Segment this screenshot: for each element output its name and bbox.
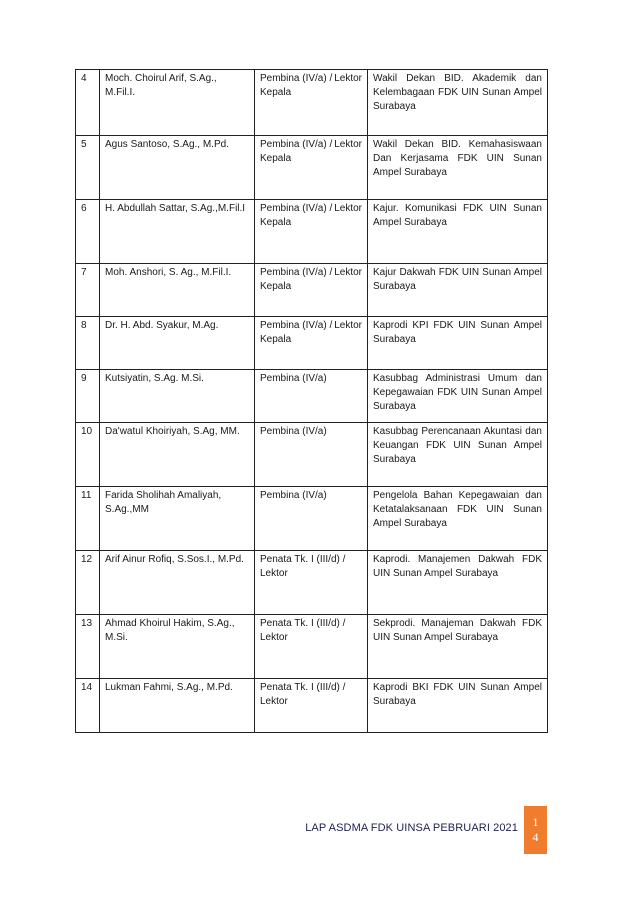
cell-pangkat [255,200,368,264]
cell-pangkat [255,487,368,551]
pangkat-text: Pembina (IV/a) [260,426,327,437]
footer-report-title: LAP ASDMA FDK UINSA PEBRUARI 2021 [305,822,518,834]
cell-jabatan: Kaprodi. Manajemen Dakwah FDK UIN Sunan Ampel Surabaya [368,551,548,615]
cell-no: 11 [76,487,100,551]
page-number-digit-2: 4 [532,830,539,844]
cell-no: 9 [76,370,100,423]
table-row [76,487,548,551]
cell-nama: Arif Ainur Rofiq, S.Sos.I., M.Pd. [100,551,255,615]
table-row [76,136,548,200]
cell-no: 6 [76,200,100,264]
cell-no: 14 [76,679,100,733]
cell-jabatan: Kasubbag Administrasi Umum dan Kepegawaian FDK UIN Sunan Ampel Surabaya [368,370,548,423]
page-number-digit-1: 1 [532,815,539,829]
cell-nama: Moh. Anshori, S. Ag., M.Fil.I. [100,264,255,317]
pangkat-jabatan-fungsional-cont: Kepala [260,334,292,345]
table-row [76,370,548,423]
cell-pangkat [255,551,368,615]
pangkat-text: Penata Tk. I (III/d) / Lektor [260,618,346,643]
cell-jabatan: Wakil Dekan BID. Kemahasiswaan Dan Kerjasama FDK UIN Sunan Ampel Surabaya [368,136,548,200]
cell-jabatan: Sekprodi. Manajeman Dakwah FDK UIN Sunan Ampel Surabaya [368,615,548,679]
pangkat-golongan: Pembina (IV/a) / [260,203,333,214]
table-row [76,317,548,370]
cell-jabatan: Kajur Dakwah FDK UIN Sunan Ampel Surabaya [368,264,548,317]
cell-jabatan: Pengelola Bahan Kepegawaian dan Ketatalaksanaan FDK UIN Sunan Ampel Surabaya [368,487,548,551]
table-row [76,679,548,733]
pangkat-jabatan-fungsional: Lektor [334,320,362,331]
cell-jabatan: Kaprodi KPI FDK UIN Sunan Ampel Surabaya [368,317,548,370]
cell-jabatan: Kaprodi BKI FDK UIN Sunan Ampel Surabaya [368,679,548,733]
pangkat-jabatan-fungsional-cont: Kepala [260,153,292,164]
table-row [76,551,548,615]
pangkat-jabatan-fungsional: Lektor [334,73,362,84]
cell-nama: Da'watul Khoiriyah, S.Ag, MM. [100,423,255,487]
cell-pangkat [255,317,368,370]
cell-nama: Kutsiyatin, S.Ag. M.Si. [100,370,255,423]
pangkat-text: Pembina (IV/a) [260,373,327,384]
cell-pangkat [255,423,368,487]
pangkat-golongan: Pembina (IV/a) / [260,73,333,84]
table-row [76,264,548,317]
staff-table [75,69,548,733]
pangkat-jabatan-fungsional: Lektor [334,267,362,278]
cell-jabatan: Kasubbag Perencanaan Akuntasi dan Keuangan FDK UIN Sunan Ampel Surabaya [368,423,548,487]
cell-pangkat [255,264,368,317]
table-row [76,423,548,487]
cell-nama: H. Abdullah Sattar, S.Ag.,M.Fil.I [100,200,255,264]
pangkat-jabatan-fungsional: Lektor [334,203,362,214]
pangkat-jabatan-fungsional: Lektor [334,139,362,150]
pangkat-golongan: Pembina (IV/a) / [260,320,333,331]
cell-pangkat [255,615,368,679]
cell-nama: Farida Sholihah Amaliyah, S.Ag.,MM [100,487,255,551]
pangkat-golongan: Pembina (IV/a) / [260,267,333,278]
cell-nama: Moch. Choirul Arif, S.Ag., M.Fil.I. [100,70,255,136]
pangkat-jabatan-fungsional-cont: Kepala [260,281,292,292]
cell-no: 4 [76,70,100,136]
cell-pangkat [255,70,368,136]
cell-no: 7 [76,264,100,317]
cell-nama: Lukman Fahmi, S.Ag., M.Pd. [100,679,255,733]
cell-no: 12 [76,551,100,615]
pangkat-text: Penata Tk. I (III/d) / Lektor [260,554,346,579]
page-number-badge [524,806,547,854]
cell-pangkat [255,370,368,423]
cell-nama: Agus Santoso, S.Ag., M.Pd. [100,136,255,200]
table-row [76,200,548,264]
pangkat-text: Pembina (IV/a) [260,490,327,501]
cell-nama: Dr. H. Abd. Syakur, M.Ag. [100,317,255,370]
cell-jabatan: Kajur. Komunikasi FDK UIN Sunan Ampel Surabaya [368,200,548,264]
pangkat-text: Penata Tk. I (III/d) / Lektor [260,682,346,707]
cell-no: 5 [76,136,100,200]
table-row [76,70,548,136]
cell-jabatan: Wakil Dekan BID. Akademik dan Kelembagaan FDK UIN Sunan Ampel Surabaya [368,70,548,136]
cell-pangkat [255,679,368,733]
cell-no: 8 [76,317,100,370]
cell-no: 13 [76,615,100,679]
cell-pangkat [255,136,368,200]
pangkat-jabatan-fungsional-cont: Kepala [260,217,292,228]
pangkat-golongan: Pembina (IV/a) / [260,139,333,150]
pangkat-jabatan-fungsional-cont: Kepala [260,87,292,98]
table-row [76,615,548,679]
cell-nama: Ahmad Khoirul Hakim, S.Ag., M.Si. [100,615,255,679]
cell-no: 10 [76,423,100,487]
